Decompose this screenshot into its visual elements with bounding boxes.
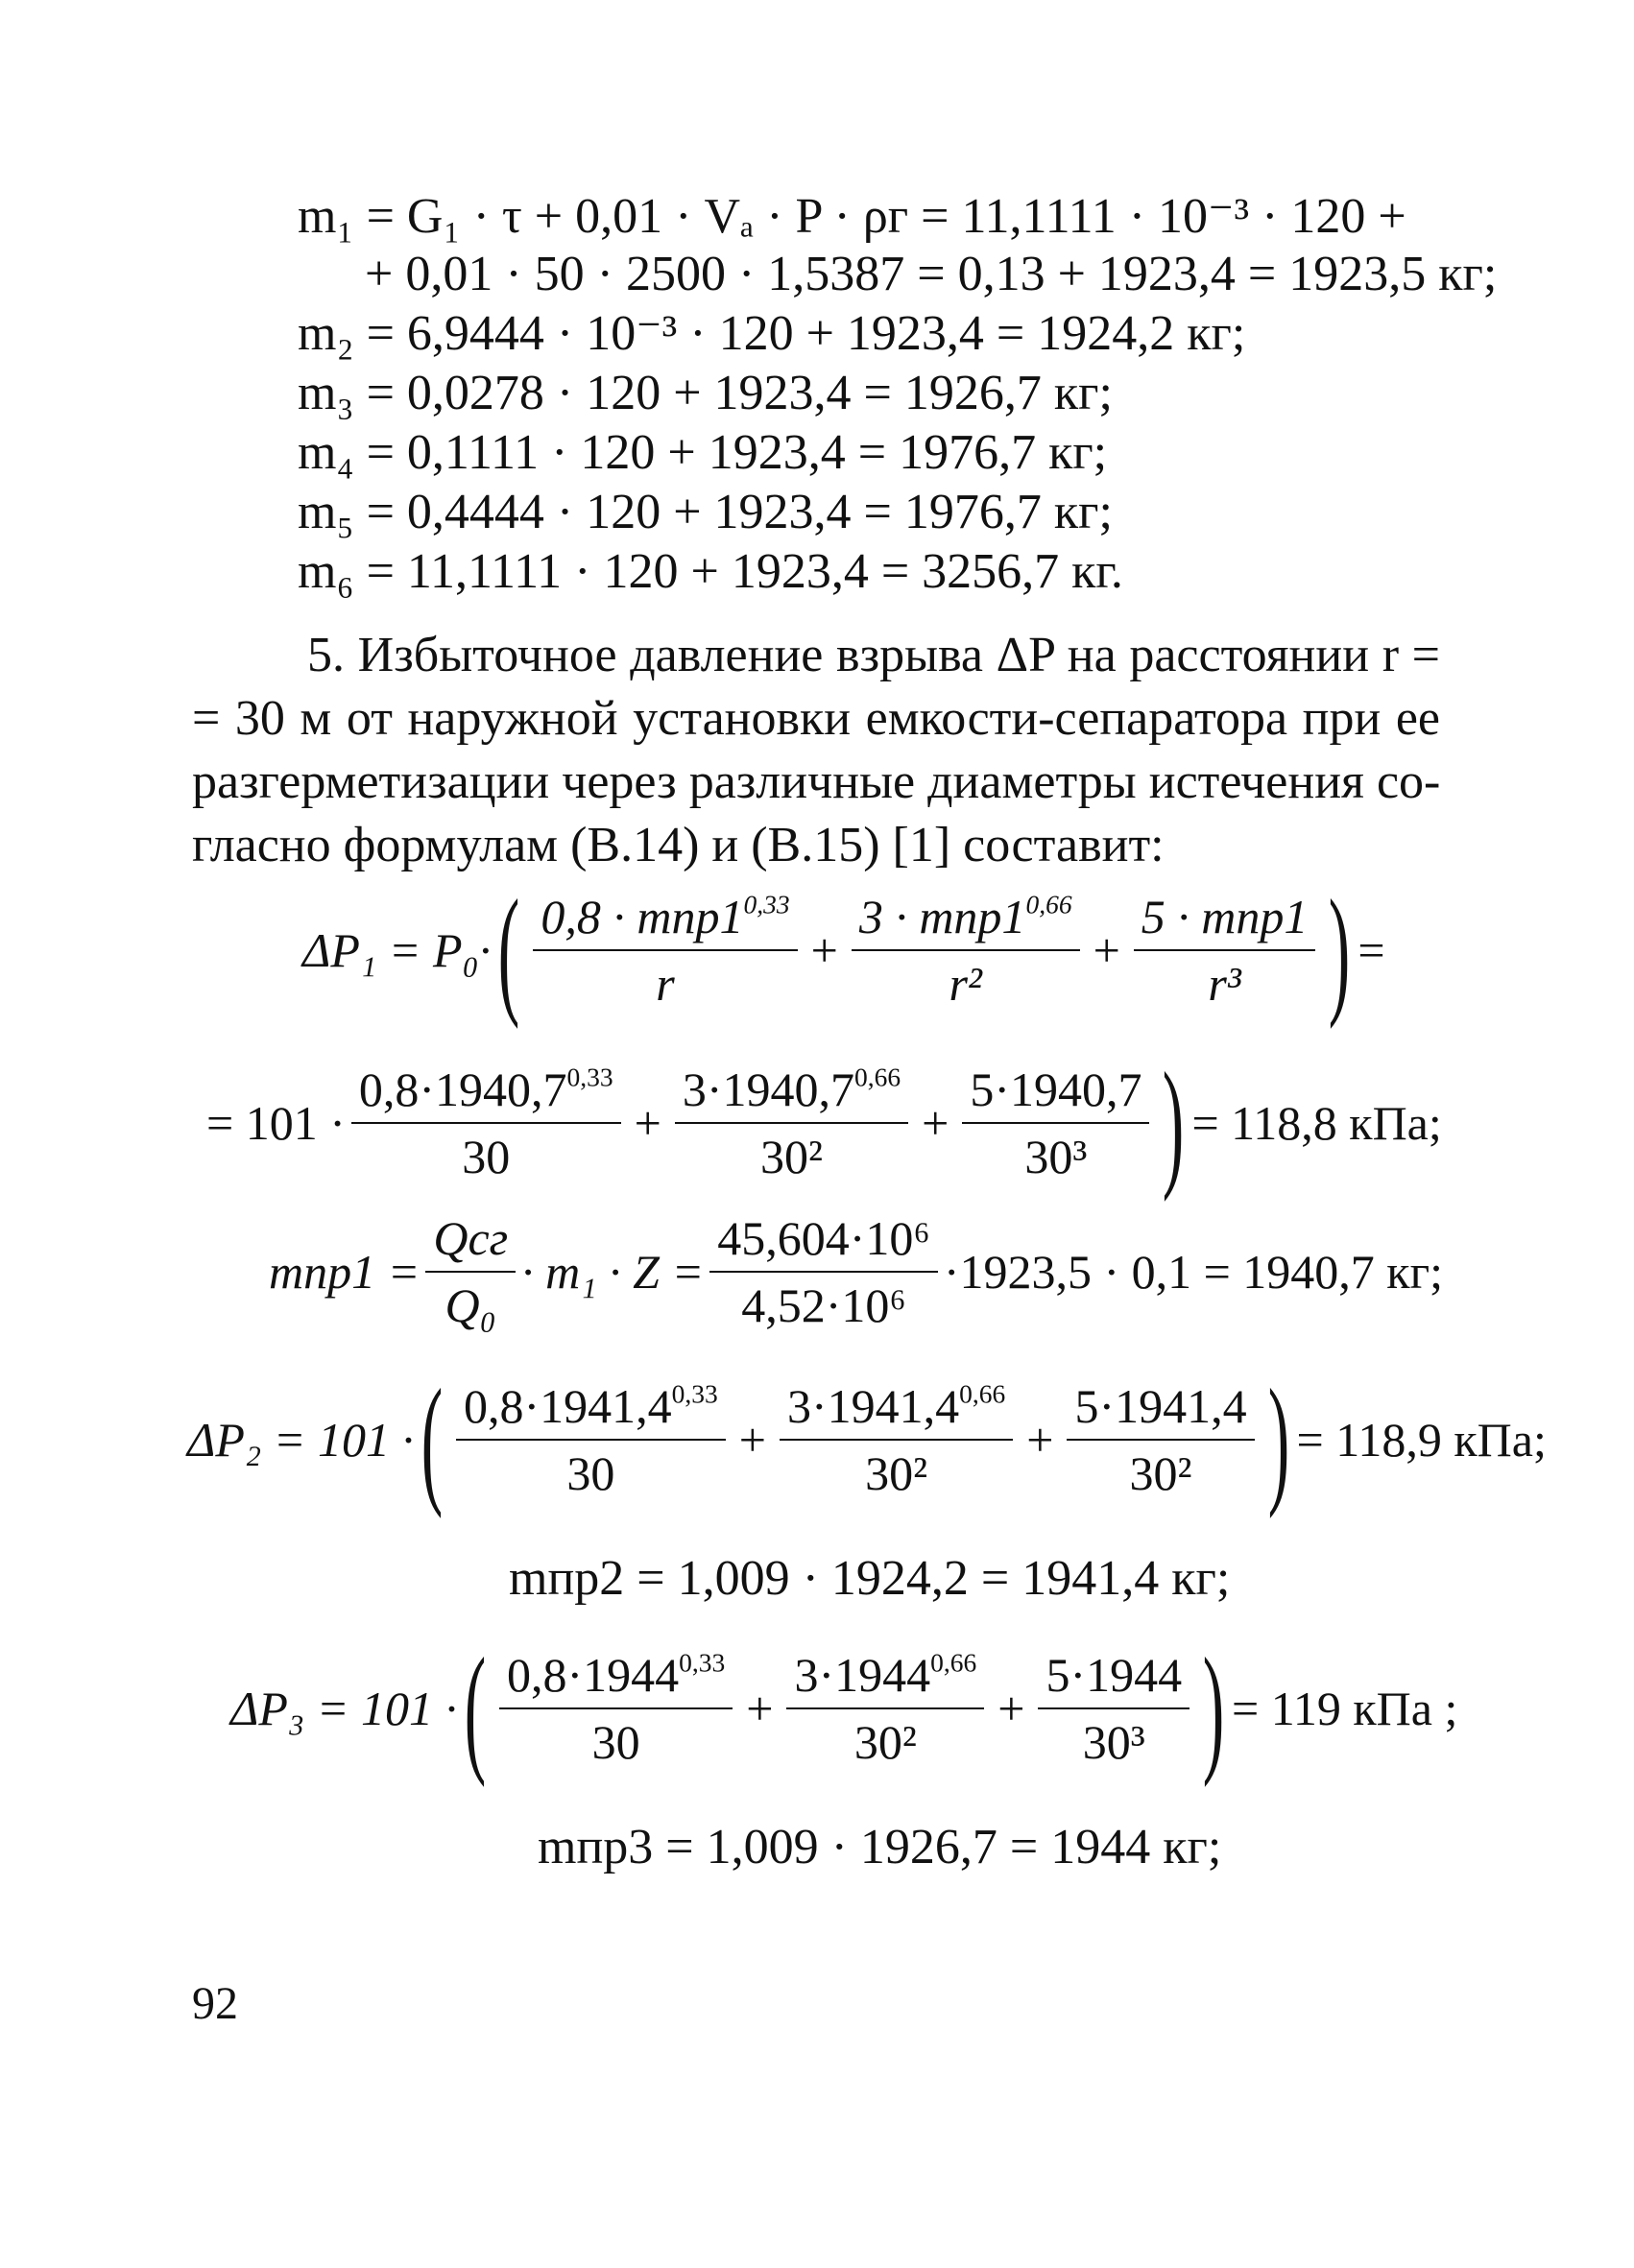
formula-rhs: = 119 кПа ; <box>1232 1682 1458 1735</box>
left-paren: ( <box>421 1360 444 1519</box>
formula-dp3: ΔP₃ = 101 · ( $\frac{0,8\cdot 1944^{0,33}}{30}$ + $\frac{3\cdot 1944^{0,66}}{\text{30²}}$ + $\frac{5\cdot 1944}{\text{30³}}$ ) = 119 кПа ; <box>230 1629 1458 1788</box>
left-paren: ( <box>464 1629 487 1788</box>
formula-dp2: ΔP₂ = 101 · ( $\frac{0,8\cdot 1941,4^{0,33}}{30}$ + $\frac{3\cdot 1941,4^{0,66}}{\text{30²}}$ + $\frac{5\cdot 1941,4}{\text{30²}}$ ) = 118,9 кПа; <box>187 1360 1547 1519</box>
formula-lhs: = 101 · <box>206 1096 346 1150</box>
formula-mpr2: mпр2 = 1,009 · 1924,2 = 1941,4 кг; <box>509 1551 1231 1606</box>
fraction: $\frac{3\cdot 1944^{0,66}}{\text{30²}}$ <box>786 1648 984 1769</box>
fraction: $\frac{\text{45,604·10⁶}}{\text{4,52·10⁶}}$ <box>709 1211 938 1332</box>
fraction: $\frac{0,8 \cdot mпр1^{0,33}}{r}$ <box>533 890 797 1011</box>
paragraph-line: разгерметизации через различные диаметры истечения со- <box>192 754 1441 809</box>
formula-mid: · m₁ · Z = <box>521 1245 705 1299</box>
fraction: $\frac{\text{Qсг}}{\text{Q₀}}$ <box>425 1211 516 1332</box>
right-paren: ) <box>1329 871 1351 1030</box>
formula-lhs: ΔP₂ = 101 · <box>187 1413 415 1467</box>
paragraph-line: гласно формулам (В.14) и (В.15) [1] составит: <box>192 818 1165 872</box>
fraction: $\frac{0,8\cdot 1940,7^{0,33}}{30}$ <box>351 1062 621 1183</box>
formula-lhs: mпр1 = <box>269 1245 421 1299</box>
equation-m1-line1: m₁ = G₁ · τ + 0,01 · Vₐ · P · ρг = 11,1111 · 10⁻³ · 120 + <box>298 189 1406 244</box>
equation-m3: m₃ = 0,0278 · 120 + 1923,4 = 1926,7 кг; <box>298 366 1113 420</box>
formula-dp1-general: ΔP₁ = P₀· ( $\frac{0,8 \cdot mпр1^{0,33}}{r}$ + $\frac{3 \cdot mпр1^{0,66}}{\text{r²}}$ + $\frac{\text{5 · mпр1}}{\text{r³}}$ ) = <box>302 871 1385 1030</box>
formula-rhs: ·1923,5 · 0,1 = 1940,7 кг; <box>943 1245 1444 1299</box>
formula-rhs: = 118,9 кПа; <box>1296 1413 1547 1467</box>
fraction: $\frac{5\cdot 1941,4}{\text{30²}}$ <box>1067 1379 1254 1500</box>
formula-dp1-numeric: = 101 · $\frac{0,8\cdot 1940,7^{0,33}}{30}$ + $\frac{3\cdot 1940,7^{0,66}}{\text{30²}}$ + $\frac{5\cdot 1940,7}{\text{30³}}$ ) = 118,8 кПа; <box>206 1043 1442 1203</box>
paragraph-line: 5. Избыточное давление взрыва ΔP на расстоянии r = <box>307 628 1440 682</box>
equation-m6: m₆ = 11,1111 · 120 + 1923,4 = 3256,7 кг. <box>298 544 1123 599</box>
formula-mpr1 <box>269 1205 1443 1339</box>
fraction: $\frac{0,8\cdot 1944^{0,33}}{30}$ <box>499 1648 733 1769</box>
paragraph-step-5 <box>192 624 1440 877</box>
fraction: $\frac{0,8\cdot 1941,4^{0,33}}{30}$ <box>456 1379 726 1500</box>
formula-lhs: ΔP₃ = 101 · <box>230 1682 458 1735</box>
fraction: $\frac{3\cdot 1941,4^{0,66}}{\text{30²}}$ <box>780 1379 1013 1500</box>
left-paren: ( <box>498 871 520 1030</box>
equation-m5: m₅ = 0,4444 · 120 + 1923,4 = 1976,7 кг; <box>298 485 1113 539</box>
formula-rhs: = <box>1358 923 1385 977</box>
formula-mpr3: mпр3 = 1,009 · 1926,7 = 1944 кг; <box>538 1820 1222 1874</box>
fraction: $\frac{\text{5 · mпр1}}{\text{r³}}$ <box>1134 890 1316 1011</box>
equation-m1-line2: + 0,01 · 50 · 2500 · 1,5387 = 0,13 + 1923,4 = 1923,5 кг; <box>365 247 1498 301</box>
right-paren: ) <box>1163 1043 1185 1203</box>
fraction: $\frac{3 \cdot mпр1^{0,66}}{\text{r²}}$ <box>852 890 1080 1011</box>
right-paren: ) <box>1202 1629 1225 1788</box>
fraction: $\frac{5\cdot 1944}{\text{30³}}$ <box>1038 1648 1189 1769</box>
formula-lhs: ΔP₁ = P₀· <box>302 923 492 977</box>
right-paren: ) <box>1267 1360 1289 1519</box>
equation-m2: m₂ = 6,9444 · 10⁻³ · 120 + 1923,4 = 1924,2 кг; <box>298 306 1246 361</box>
fraction: $\frac{3\cdot 1940,7^{0,66}}{\text{30²}}$ <box>675 1062 908 1183</box>
formula-rhs: = 118,8 кПа; <box>1191 1096 1442 1150</box>
paragraph-line: = 30 м от наружной установки емкости-сепаратора при ее <box>192 691 1440 746</box>
page-number: 92 <box>192 1978 238 2029</box>
equation-m4: m₄ = 0,1111 · 120 + 1923,4 = 1976,7 кг; <box>298 425 1108 480</box>
fraction: $\frac{5\cdot 1940,7}{\text{30³}}$ <box>962 1062 1149 1183</box>
